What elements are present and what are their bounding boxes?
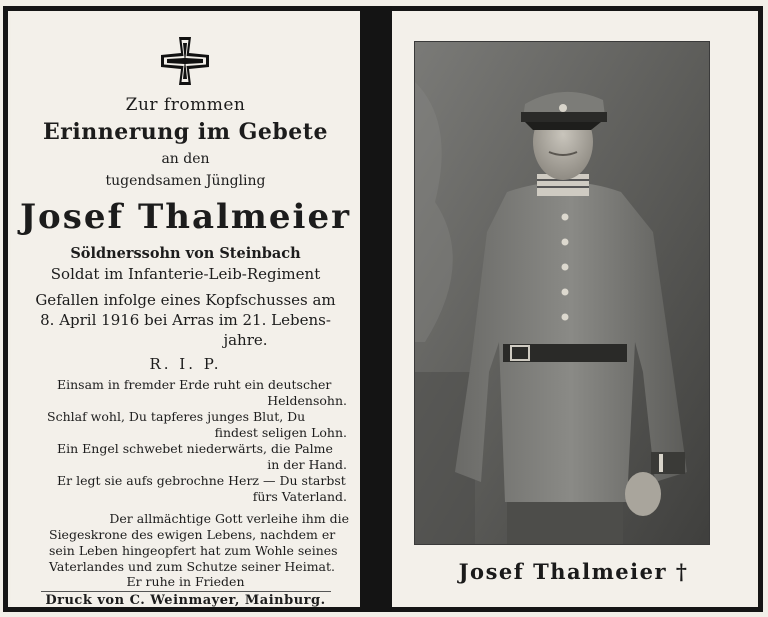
origin-line: Söldnerssohn von Steinbach [70,245,301,262]
regiment-line: Soldat im Infanterie-Leib-Regiment [50,265,321,283]
death-line-1: Gefallen infolge eines Kopfschusses am [35,291,336,309]
portrait-caption: Josef Thalmeier † [458,559,689,584]
deceased-name: Josef Thalmeier [19,197,352,237]
verse-line: Heldensohn. [267,393,347,408]
printer-credit: Druck von C. Weinmayer, Mainburg. [45,593,326,608]
verse-line: findest seligen Lohn. [214,425,347,440]
death-line-3: jahre. [223,331,268,349]
verse-line: Einsam in fremder Erde ruht ein deutscher [57,377,332,392]
prayer-line: Vaterlandes und zum Schutze seiner Heimat. [49,559,336,574]
death-line-2: 8. April 1916 bei Arras im 21. Lebens- [40,311,331,329]
verse-line: fürs Vaterland. [252,489,347,504]
prayer-line: Der allmächtige Gott verleihe ihm die [109,511,349,526]
verse-line: Schlaf wohl, Du tapferes junges Blut, Du [47,409,306,424]
prayer-line: Siegeskrone des ewigen Lebens, nachdem er [49,527,336,542]
verse-line: Ein Engel schwebet niederwärts, die Palme [57,441,333,456]
text-panel [11,11,360,607]
intro-line: Zur frommen [125,95,246,115]
verse-line: Er legt sie aufs gebrochne Herz — Du starbst [57,473,346,488]
verse-line: in der Hand. [267,457,347,472]
prayer-line: sein Leben hingeopfert hat zum Wohle seines [49,543,338,558]
photo-panel [392,11,755,607]
line-juengling: tugendsamen Jüngling [105,173,266,189]
line-an-den: an den [161,151,210,167]
divider [41,591,331,592]
iron-cross-icon [157,33,213,89]
prayer-line: Er ruhe in Frieden [126,574,245,589]
center-fold [360,6,392,612]
rip: R. I. P. [149,355,222,373]
portrait-illustration [415,42,710,545]
heading-remembrance: Erinnerung im Gebete [43,119,328,145]
soldier-portrait [414,41,710,545]
